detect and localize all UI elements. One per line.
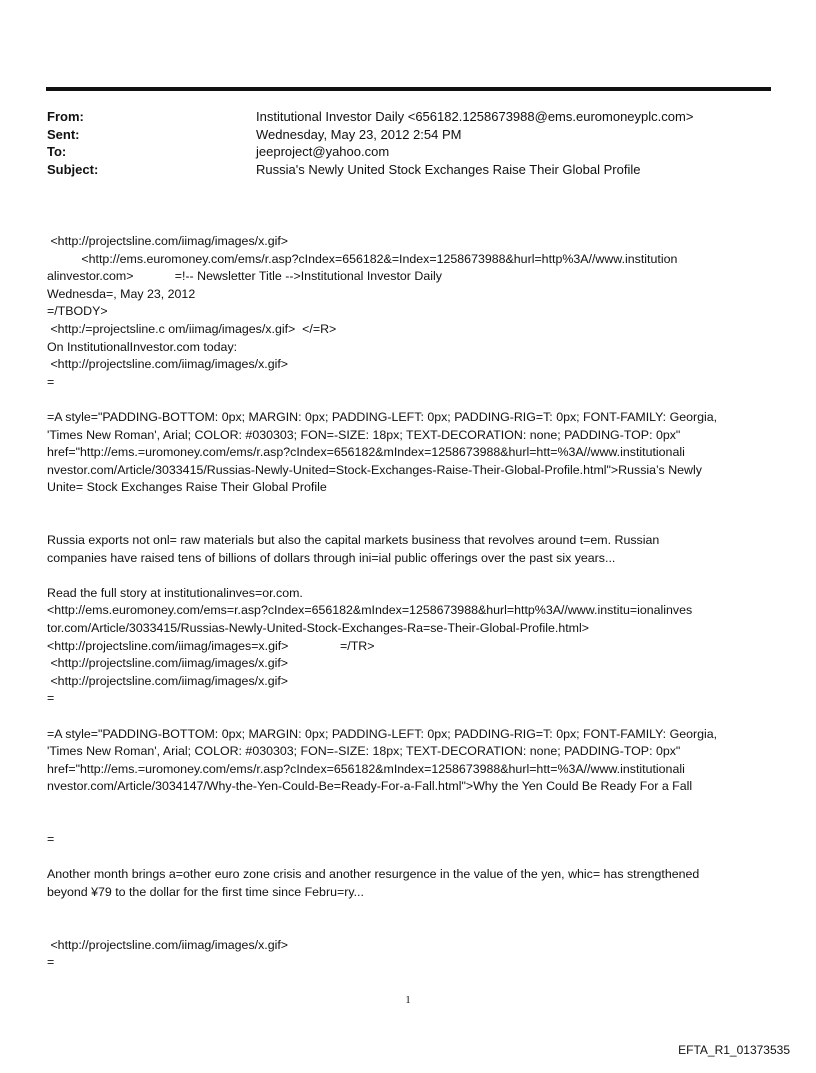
body-line [47,849,773,867]
body-line [47,796,773,814]
email-body [47,233,773,972]
body-line [47,515,773,533]
to-row [47,143,772,161]
body-line: = [47,374,55,389]
to-value: jeeproject@yahoo.com [256,144,390,159]
body-line: companies have raised tens of billions of dollars through ini=ial public offerings over the past six years... [47,550,616,565]
body-line: beyond ¥79 to the dollar for the first time since Febru=ry... [47,884,364,899]
from-label: From: [47,109,84,124]
header-rule [46,87,771,91]
from-value: Institutional Investor Daily <656182.1258673988@ems.euromoneyplc.com> [256,109,694,124]
email-header [47,108,772,178]
body-line: 'Times New Roman', Arial; COLOR: #030303; FON=-SIZE: 18px; TEXT-DECORATION: none; PADDING-TOP: 0px" [47,427,681,442]
body-line: alinvestor.com> =!-- Newsletter Title -->Institutional Investor Daily [47,269,442,284]
sent-value: Wednesday, May 23, 2012 2:54 PM [256,126,462,142]
sent-label: Sent: [47,126,80,142]
body-line: <http://ems.euromoney.com/ems/r.asp?cIndex=656182&=Index=1258673988&hurl=http%3A//www.institution [47,251,678,266]
body-line: Russia exports not onl= raw materials but also the capital markets business that revolves around t=em. Russian [47,533,660,548]
subject-value: Russia's Newly United Stock Exchanges Raise Their Global Profile [256,161,641,177]
body-line: =/TBODY> [47,304,108,319]
subject-row [47,161,772,179]
body-line: =A style="PADDING-BOTTOM: 0px; MARGIN: 0px; PADDING-LEFT: 0px; PADDING-RIG=T: 0px; FONT-FAMILY: Georgia, [47,409,718,424]
body-line: <http://ems.euromoney.com/ems=r.asp?cIndex=656182&mIndex=1258673988&hurl=http%3A//www.institu=ionalinves [47,603,693,618]
body-line: =A style="PADDING-BOTTOM: 0px; MARGIN: 0px; PADDING-LEFT: 0px; PADDING-RIG=T: 0px; FONT-FAMILY: Georgia, [47,726,718,741]
subject-label: Subject: [47,161,99,177]
body-line: <http://projectsline.com/iimag/images/x.gif> [47,673,289,688]
body-line: Wednesda=, May 23, 2012 [47,286,196,301]
body-line: href="http://ems.=uromoney.com/ems/r.asp?cIndex=656182&mIndex=1258673988&hurl=htt=%3A//www.institutionali [47,445,685,460]
body-line: = [47,691,55,706]
body-line [47,497,773,515]
from-row [47,108,772,126]
body-line: nvestor.com/Article/3033415/Russias-Newly-United=Stock-Exchanges-Raise-Their-Global-Profile.html">Russia’s Newly [47,462,702,477]
body-line: = [47,832,55,847]
body-line [47,391,773,409]
sent-row [47,126,772,144]
body-line: 'Times New Roman', Arial; COLOR: #030303; FON=-SIZE: 18px; TEXT-DECORATION: none; PADDING-TOP: 0px" [47,744,681,759]
body-line [47,919,773,937]
body-line: tor.com/Article/3033415/Russias-Newly-United-Stock-Exchanges-Ra=se-Their-Global-Profile.html> [47,621,589,636]
body-line: Unite= Stock Exchanges Raise Their Global Profile [47,480,327,495]
body-line: <http://projectsline.com/iimag/images/x.gif> [47,937,289,952]
body-line [47,567,773,585]
body-line: <http://projectsline.com/iimag/images=x.gif> =/TR> [47,638,375,653]
to-label: To: [47,144,67,159]
bates-number: EFTA_R1_01373535 [678,1043,790,1057]
body-line: On InstitutionalInvestor.com today: [47,339,238,354]
body-line: <http://projectsline.com/iimag/images/x.gif> [47,357,289,372]
body-line [47,814,773,832]
page-number: 1 [405,994,411,1006]
body-line [47,708,773,726]
body-line: Read the full story at institutionalinves=or.com. [47,585,303,600]
body-line: <http://projectsline.com/iimag/images/x.gif> [47,656,289,671]
body-line: nvestor.com/Article/3034147/Why-the-Yen-Could-Be=Ready-For-a-Fall.html">Why the Yen Could Be Ready For a Fall [47,779,693,794]
body-line [47,902,773,920]
body-line: <http://projectsline.com/iimag/images/x.gif> [47,234,289,248]
body-line: <http:/=projectsline.c om/iimag/images/x.gif> </=R> [47,321,337,336]
body-line: Another month brings a=other euro zone crisis and another resurgence in the value of the yen, whic= has strengthened [47,867,700,882]
body-line: href="http://ems.=uromoney.com/ems/r.asp?cIndex=656182&mIndex=1258673988&hurl=htt=%3A//www.institutionali [47,761,685,776]
body-line: = [47,955,55,970]
